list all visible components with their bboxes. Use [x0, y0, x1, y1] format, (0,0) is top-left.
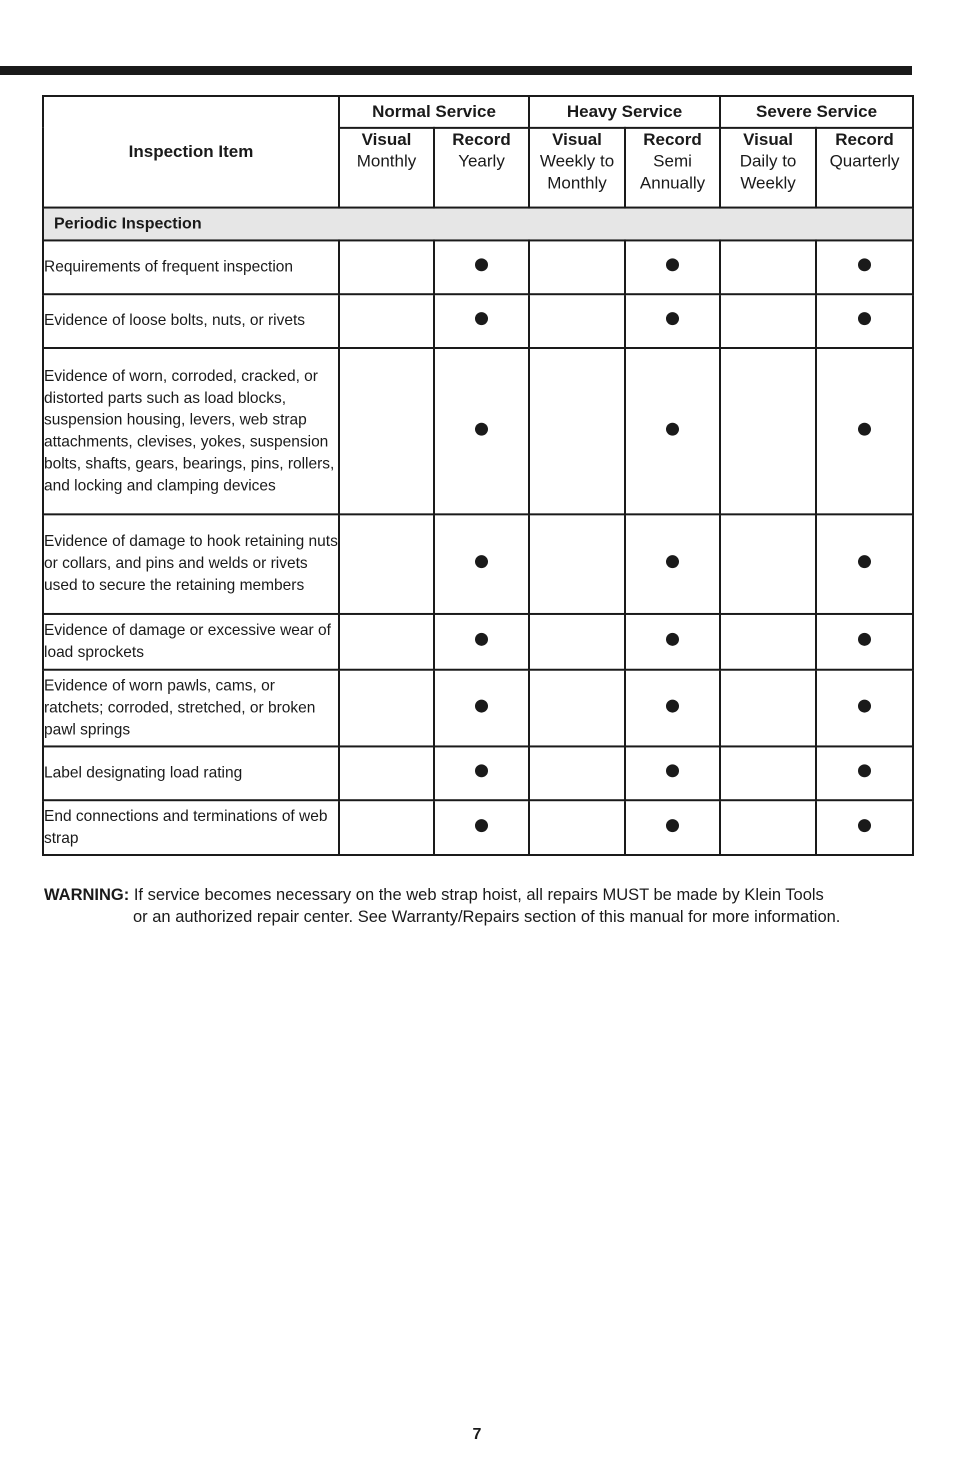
schedule-cell: [529, 670, 625, 747]
inspection-item: Requirements of frequent inspection: [43, 240, 339, 294]
warning-line-2: or an authorized repair center. See Warranty/Repairs section of this manual for more information.: [133, 908, 841, 926]
schedule-cell: [434, 670, 529, 747]
subheader-frequency: Daily to Weekly: [739, 151, 797, 193]
section-title: Periodic Inspection: [43, 208, 913, 241]
filled-dot-icon: [858, 258, 871, 271]
subheader-kind: Record: [643, 129, 702, 149]
section-row: [43, 208, 913, 241]
inspection-item-header: Inspection Item: [43, 96, 339, 208]
schedule-cell: [339, 240, 434, 294]
schedule-cell: [434, 614, 529, 670]
filled-dot-icon: [666, 422, 679, 435]
subheader-kind: Record: [452, 129, 511, 149]
schedule-cell: [529, 800, 625, 855]
schedule-cell: [625, 348, 720, 514]
schedule-cell: [816, 746, 913, 800]
subheader-frequency: Monthly: [356, 151, 417, 171]
schedule-cell: [720, 514, 816, 614]
schedule-cell: [434, 514, 529, 614]
filled-dot-icon: [666, 633, 679, 646]
filled-dot-icon: [666, 764, 679, 777]
subheader-heavy-visual: [529, 128, 625, 208]
filled-dot-icon: [666, 819, 679, 832]
filled-dot-icon: [858, 422, 871, 435]
schedule-cell: [625, 240, 720, 294]
schedule-cell: [434, 348, 529, 514]
schedule-cell: [816, 294, 913, 348]
filled-dot-icon: [475, 764, 488, 777]
subheader-normal-record: [434, 128, 529, 208]
schedule-cell: [434, 294, 529, 348]
filled-dot-icon: [666, 258, 679, 271]
inspection-item: Evidence of loose bolts, nuts, or rivets: [43, 294, 339, 348]
schedule-cell: [625, 614, 720, 670]
subheader-frequency: Weekly to Monthly: [539, 151, 615, 193]
filled-dot-icon: [858, 764, 871, 777]
schedule-cell: [625, 294, 720, 348]
filled-dot-icon: [475, 699, 488, 712]
table-row: [43, 240, 913, 294]
subheader-kind: Visual: [743, 129, 793, 149]
schedule-cell: [529, 240, 625, 294]
schedule-cell: [720, 240, 816, 294]
filled-dot-icon: [858, 819, 871, 832]
inspection-item: Evidence of worn pawls, cams, or ratchets; corroded, stretched, or broken pawl springs: [43, 670, 339, 747]
inspection-item: Evidence of damage to hook retaining nuts or collars, and pins and welds or rivets used to secure the retaining members: [43, 514, 339, 614]
subheader-normal-visual: [339, 128, 434, 208]
filled-dot-icon: [475, 633, 488, 646]
filled-dot-icon: [666, 312, 679, 325]
schedule-cell: [625, 514, 720, 614]
group-header-heavy: Heavy Service: [529, 96, 720, 128]
schedule-cell: [625, 800, 720, 855]
warning-note: [44, 884, 924, 928]
filled-dot-icon: [666, 699, 679, 712]
schedule-cell: [816, 240, 913, 294]
schedule-cell: [816, 348, 913, 514]
schedule-cell: [339, 670, 434, 747]
table-row: [43, 614, 913, 670]
inspection-item: Evidence of worn, corroded, cracked, or distorted parts such as load blocks, suspension housing, levers, web strap attachments, clevises, yokes, suspension bolts, shafts, gears, bearings, pins, rollers, and locking and clamping devices: [43, 348, 339, 514]
schedule-cell: [434, 746, 529, 800]
filled-dot-icon: [666, 555, 679, 568]
table-row: [43, 670, 913, 747]
filled-dot-icon: [475, 258, 488, 271]
filled-dot-icon: [475, 422, 488, 435]
schedule-cell: [625, 670, 720, 747]
filled-dot-icon: [475, 555, 488, 568]
filled-dot-icon: [858, 312, 871, 325]
schedule-cell: [529, 294, 625, 348]
warning-label: WARNING:: [44, 886, 130, 904]
inspection-table: [42, 95, 914, 856]
table-row: [43, 514, 913, 614]
schedule-cell: [339, 514, 434, 614]
schedule-cell: [720, 746, 816, 800]
schedule-cell: [529, 614, 625, 670]
schedule-cell: [720, 670, 816, 747]
schedule-cell: [720, 348, 816, 514]
subheader-heavy-record: [625, 128, 720, 208]
schedule-cell: [816, 514, 913, 614]
subheader-kind: Record: [835, 129, 894, 149]
schedule-cell: [339, 294, 434, 348]
schedule-cell: [434, 240, 529, 294]
schedule-cell: [720, 614, 816, 670]
schedule-cell: [339, 348, 434, 514]
table-row: [43, 800, 913, 855]
subheader-kind: Visual: [552, 129, 602, 149]
table-row: [43, 294, 913, 348]
filled-dot-icon: [858, 555, 871, 568]
schedule-cell: [339, 614, 434, 670]
schedule-cell: [625, 746, 720, 800]
inspection-item: Label designating load rating: [43, 746, 339, 800]
schedule-cell: [529, 348, 625, 514]
schedule-cell: [529, 746, 625, 800]
schedule-cell: [339, 746, 434, 800]
schedule-cell: [720, 800, 816, 855]
filled-dot-icon: [858, 633, 871, 646]
table-body: [43, 208, 913, 855]
filled-dot-icon: [475, 312, 488, 325]
subheader-severe-record: [816, 128, 913, 208]
top-rule: [0, 66, 912, 75]
subheader-severe-visual: [720, 128, 816, 208]
subheader-frequency: Semi Annually: [639, 151, 706, 193]
subheader-kind: Visual: [361, 129, 412, 149]
schedule-cell: [816, 670, 913, 747]
inspection-item: End connections and terminations of web strap: [43, 800, 339, 855]
page-number: 7: [472, 1426, 482, 1443]
schedule-cell: [816, 614, 913, 670]
schedule-cell: [816, 800, 913, 855]
schedule-cell: [434, 800, 529, 855]
schedule-cell: [720, 294, 816, 348]
schedule-cell: [529, 514, 625, 614]
inspection-item: Evidence of damage or excessive wear of load sprockets: [43, 614, 339, 670]
table-row: [43, 348, 913, 514]
filled-dot-icon: [858, 699, 871, 712]
group-header-normal: Normal Service: [339, 96, 529, 128]
table-row: [43, 746, 913, 800]
group-header-severe: Severe Service: [720, 96, 913, 128]
subheader-frequency: Quarterly: [829, 151, 900, 171]
subheader-frequency: Yearly: [458, 151, 505, 171]
schedule-cell: [339, 800, 434, 855]
warning-line-1: If service becomes necessary on the web strap hoist, all repairs MUST be made by Klein Tools: [133, 886, 824, 904]
filled-dot-icon: [475, 819, 488, 832]
